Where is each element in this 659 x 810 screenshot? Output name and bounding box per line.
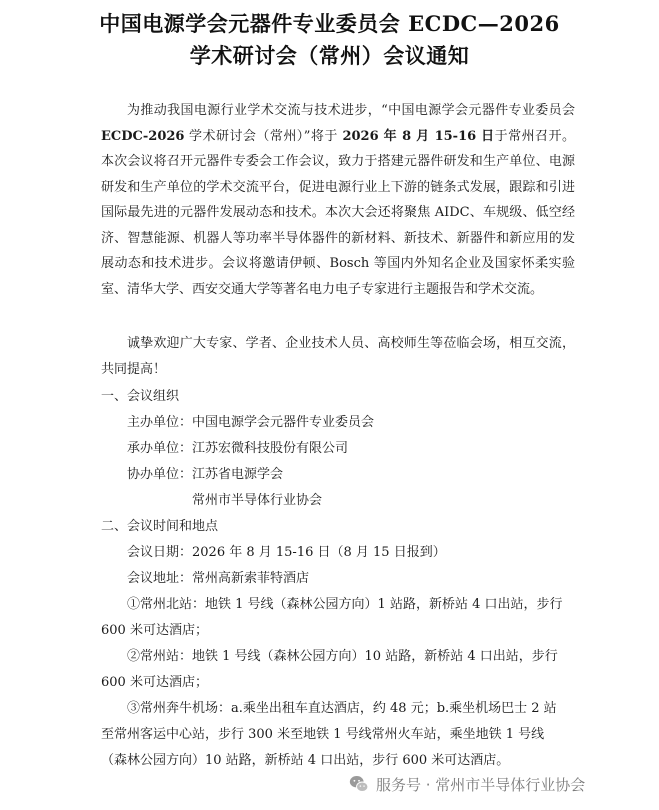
event-date: 2026 年 8 月 15-16 日 (342, 128, 495, 144)
watermark-text: 服务号 · 常州市半导体行业协会 (376, 775, 586, 794)
intro-text: 于常州召开。本次会议将召开元器件专委会工作会议，致力于搭建元器件研发和生产单位、电源研发和生产单位的学术交流平台，促进电源行业上下游的链条式发展，跟踪和引进国际最先进的元器件发展动态和技术。本次大会还将聚焦 AIDC、车规级、低空经济、智慧能源、机器人等功率半导体器件的新材料、新技术、新器件和新应用的发展动态和技术进步。会议将邀请伊顿、Bosch 等国内外知名企业及国家怀柔实验室、清华大学、西安交通大学等著名电力电子专家进行主题报告和学术交流。 (101, 128, 575, 297)
document-title-line1: 中国电源学会元器件专业委员会 ECDC—2026 (99, 11, 560, 36)
document-title-line2: 学术研讨会（常州）会议通知 (189, 43, 470, 68)
account-watermark (348, 770, 585, 798)
wechat-icon (348, 773, 370, 795)
section1-heading: 一、会议组织 (101, 389, 180, 404)
intro-text: 学术研讨会（常州）”将于 (184, 128, 343, 144)
section2-heading: 二、会议时间和地点 (101, 519, 219, 534)
meeting-date: 会议日期：2026 年 8 月 15-16 日（8 月 15 日报到） (127, 545, 446, 560)
event-code: ECDC-2026 (101, 128, 185, 144)
route-line: ③常州奔牛机场：a.乘坐出租车直达酒店，约 48 元；b.乘坐机场巴士 2 站 (127, 701, 557, 716)
welcome-paragraph: 诚挚欢迎广大专家、学者、企业技术人员、高校师生等莅临会场，相互交流，共同提高！ (101, 336, 575, 377)
route-line: 600 米可达酒店； (101, 623, 208, 638)
intro-text: 为推动我国电源行业学术交流与技术进步，“中国电源学会元器件专业委员会 (127, 103, 575, 118)
meeting-venue: 会议地址：常州高新索菲特酒店 (127, 571, 310, 586)
organizer-unit: 承办单位：江苏宏微科技股份有限公司 (127, 441, 349, 456)
host-unit: 主办单位：中国电源学会元器件专业委员会 (127, 415, 375, 430)
route-line: （森林公园方向）10 站路，新桥站 4 口出站，步行 600 米可达酒店。 (101, 753, 510, 768)
route-line: ②常州站：地铁 1 号线（森林公园方向）10 站路，新桥站 4 口出站，步行 (127, 649, 558, 664)
route-line: ①常州北站：地铁 1 号线（森林公园方向）1 站路，新桥站 4 口出站，步行 (127, 597, 563, 612)
route-line: 至常州客运中心站，步行 300 米至地铁 1 号线常州火车站，乘坐地铁 1 号线 (101, 727, 545, 742)
co-organizer-unit: 协办单位：江苏省电源学会 (127, 467, 284, 482)
co-organizer-unit-2: 常州市半导体行业协会 (192, 493, 323, 508)
intro-paragraph (101, 98, 575, 302)
route-line: 600 米可达酒店； (101, 675, 208, 690)
